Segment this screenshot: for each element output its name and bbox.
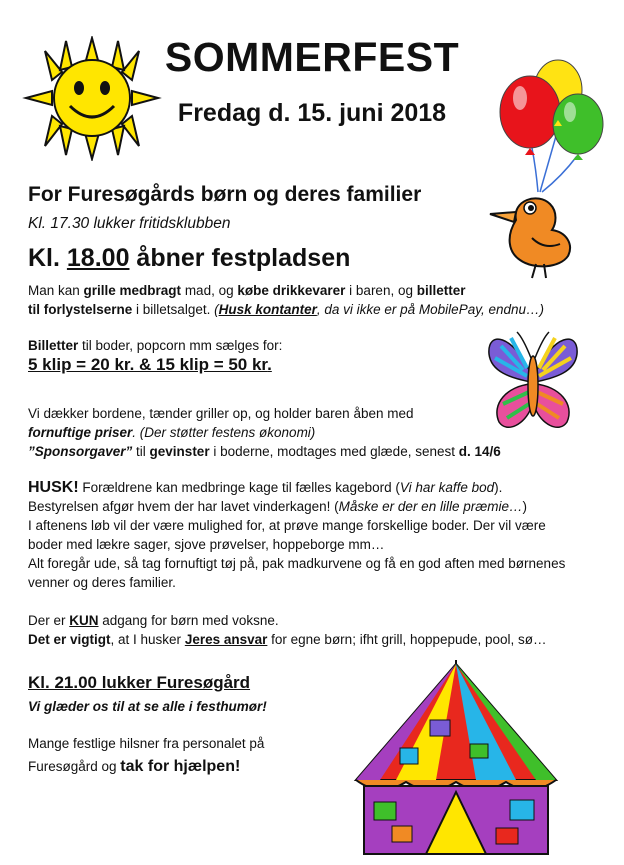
page-title: SOMMERFEST: [164, 34, 460, 80]
event-date: Fredag d. 15. juni 2018: [177, 99, 447, 127]
tables-paragraph: Vi dækker bordene, tænder griller op, og holder baren åben med fornuftige priser. (Der støtter festens økonomi) ”Sponsorgaver” til gevinster i boderne, modtages med glæde, senest d. 14/6: [28, 406, 501, 459]
section-heading: For Furesøgårds børn og deres familier: [28, 183, 422, 206]
closing-time-heading: Kl. 21.00 lukker Furesøgård: [28, 673, 251, 692]
food-paragraph: Man kan grille medbragt mad, og købe drikkevarer i baren, og billetter til forlystelserne i billetsalget. (Husk kontanter, da vi ikke er på MobilePay, endnu…): [28, 283, 544, 317]
ticket-prices: 5 klip = 20 kr. & 15 klip = 50 kr.: [28, 355, 272, 374]
circus-tent-icon: [340, 660, 572, 860]
ticket-info: Billetter til boder, popcorn mm sælges for:: [28, 338, 283, 353]
greeting: Mange festlige hilsner fra personalet på Furesøgård og tak for hjælpen!: [28, 736, 265, 775]
club-closing-note: Kl. 17.30 lukker fritidsklubben: [28, 215, 231, 232]
husk-paragraph: HUSK! Forældrene kan medbringe kage til fælles kagebord (Vi har kaffe bod). Bestyrelsen afgør hvem der har lavet vinderkagen! (Måske er der en lille præmie…) I aftenens løb vil der være mulighed for, at prøve mange forskellige boder. Der vil være boder med lækre sager, sjove prøvelser, hoppeborge mm… Alt foregår ude, så tag fornuftigt tøj på, pak madkurvene og få en god aften med børnenes venner og deres familier.: [28, 479, 566, 590]
bird-icon: [486, 190, 578, 280]
closing-subtitle: Vi glæder os til at se alle i festhumør!: [28, 699, 267, 714]
access-paragraph: Der er KUN adgang for børn med voksne. Det er vigtigt, at I husker Jeres ansvar for egne børn; ifht grill, hoppepude, pool, sø…: [28, 613, 547, 647]
opening-time-heading: Kl. 18.00 åbner festpladsen: [28, 244, 351, 272]
